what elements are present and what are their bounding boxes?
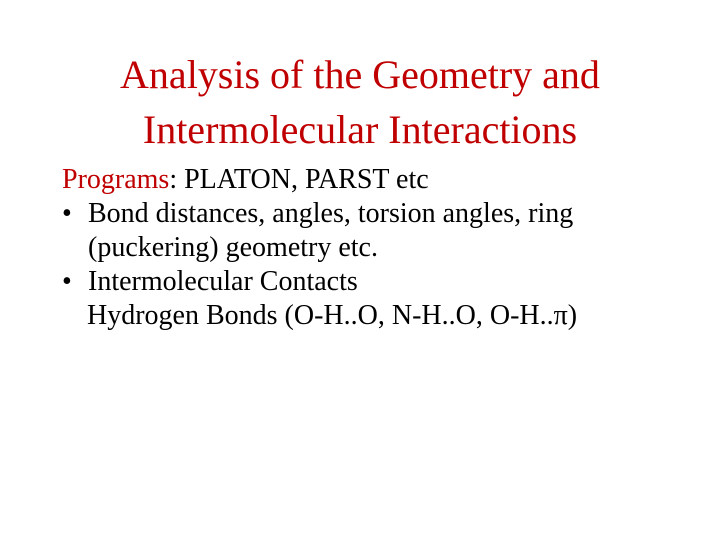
bullet-text-line-2: (puckering) geometry etc.	[88, 232, 378, 263]
bullet-text: Intermolecular Contacts	[88, 266, 358, 297]
bullet-icon: •	[62, 198, 72, 229]
slide-title	[0, 47, 720, 157]
slide-body	[62, 163, 702, 333]
bullet-item-geometry	[62, 197, 702, 265]
title-line-1: Analysis of the Geometry and	[120, 52, 600, 97]
hydrogen-bonds-line: Hydrogen Bonds (O-H..O, N-H..O, O-H..π)	[87, 300, 578, 331]
bullet-icon: •	[62, 266, 72, 297]
programs-separator: :	[169, 164, 178, 195]
title-line-2: Intermolecular Interactions	[142, 107, 578, 152]
bullet-item-contacts	[62, 265, 702, 299]
programs-label: Programs	[62, 164, 170, 195]
programs-line	[62, 163, 702, 197]
programs-text: PLATON, PARST etc	[177, 164, 429, 195]
bullet-text-line-1: Bond distances, angles, torsion angles, ring	[88, 198, 574, 229]
